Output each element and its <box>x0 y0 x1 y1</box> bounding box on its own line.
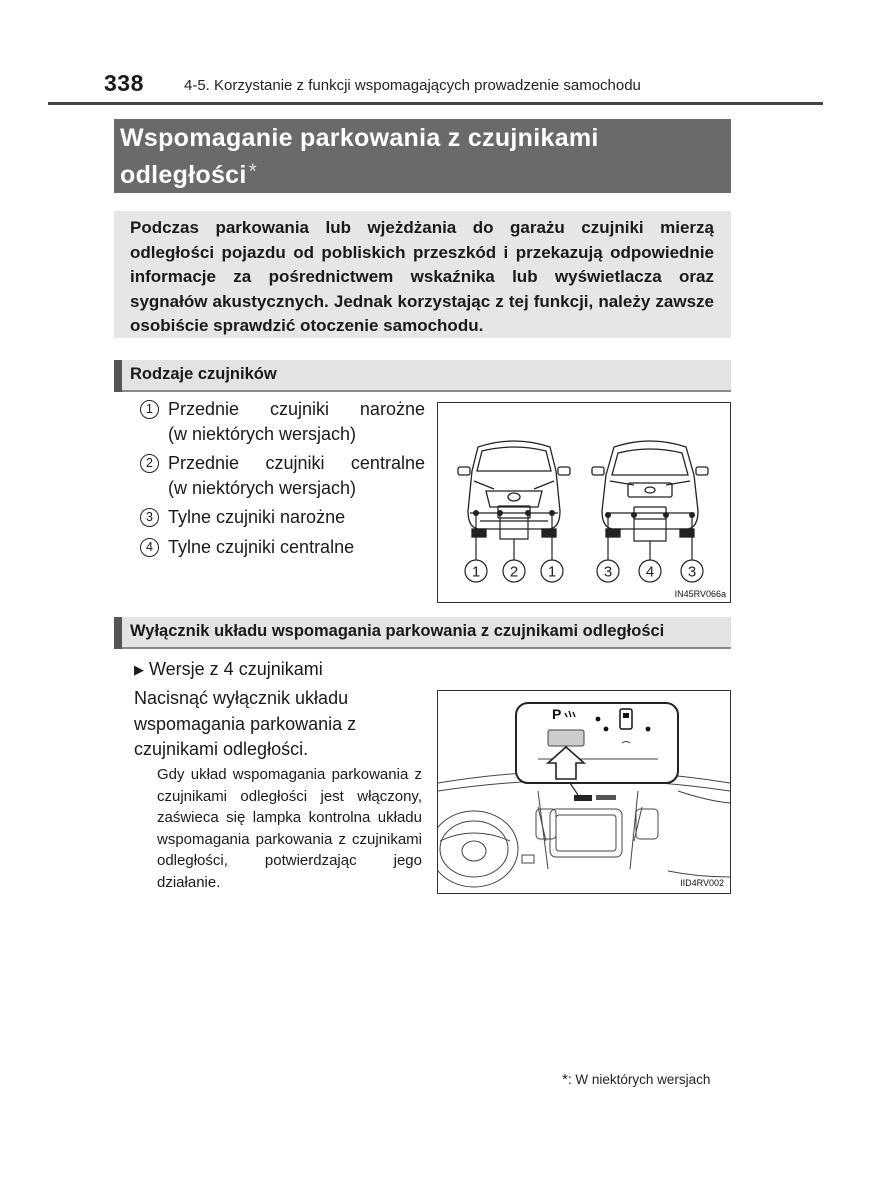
list-item-word: narożne <box>359 399 425 419</box>
sensor-location-figure <box>437 402 731 603</box>
number-circle: 1 <box>140 400 159 419</box>
list-item <box>140 397 425 446</box>
indicator-dot <box>604 727 609 732</box>
subheading-switch <box>114 617 731 649</box>
intro-text: Podczas parkowania lub wjeżdżania do garażu czujniki mierzą odległości pojazdu od pobliskich przeszkód i przekazują odpowiednie informacje za pośrednictwem wskaźnika lub wyświetlacza oraz sygnałów akustycznych. Jednak korzystając z tej funkcji, należy zawsze osobiście sprawdzić otoczenie samochodu. <box>130 218 714 335</box>
header-rule <box>48 102 823 105</box>
switch-location-illustration <box>438 691 730 893</box>
callout-label: 3 <box>687 563 697 581</box>
list-item-text: Tylne czujniki narożne <box>168 507 346 527</box>
parking-sensor-indicator-label: P <box>552 706 562 722</box>
list-item <box>140 451 425 500</box>
subheading-sensor-types <box>114 360 731 392</box>
callout-label: 3 <box>603 563 613 581</box>
number-circle: 2 <box>140 454 159 473</box>
subheading-text: Wyłącznik układu wspomagania parkowania z czujnikami odległości <box>130 622 665 640</box>
intro-box <box>114 211 731 338</box>
footnote-text: : W niektórych wersjach <box>567 1072 711 1087</box>
instruction-text: Nacisnąć wyłącznik układu wspomagania parkowania z czujnikami odległości. <box>134 688 357 759</box>
callout-label: 1 <box>471 563 481 581</box>
list-item-word: centralne <box>350 453 425 473</box>
list-item-note: (w niektórych wersjach) <box>168 423 357 444</box>
number-circle: 4 <box>140 538 159 557</box>
switch-location-figure <box>437 690 731 894</box>
switch-closeup-callout <box>516 703 678 795</box>
footnote-marker: * <box>562 1071 568 1088</box>
callout-label: 4 <box>645 563 655 581</box>
list-item-word: Przednie <box>168 453 240 473</box>
front-car-illustration <box>458 441 570 537</box>
section-title <box>120 122 720 192</box>
figure-code: IID4RV002 <box>680 878 724 888</box>
callout-label: 1 <box>547 563 557 581</box>
variant-text: Wersje z 4 czujnikami <box>149 659 323 679</box>
title-footnote-marker: * <box>248 160 258 183</box>
indicator-dot <box>646 727 651 732</box>
footnote <box>562 1071 710 1088</box>
figure-code: IN45RV066a <box>674 589 726 599</box>
triangle-bullet-icon: ▶ <box>134 662 144 677</box>
subheading-accent-bar <box>114 360 122 392</box>
subheading-text: Rodzaje czujników <box>130 365 277 383</box>
indicator-dot <box>596 717 601 722</box>
sensor-type-list <box>140 397 425 564</box>
list-item-text: Tylne czujniki centralne <box>168 536 355 557</box>
rear-car-illustration <box>592 441 708 537</box>
number-circle: 3 <box>140 508 159 527</box>
list-item-word: czujniki <box>269 399 329 419</box>
sensor-location-illustration <box>438 403 730 602</box>
dashboard-illustration <box>438 771 730 887</box>
note-text: Gdy układ wspomagania parkowania z czujnikami odległości jest włączony, zaświeca się lampka kontrolna układu wspomagania parkowania z czujnikami odległości, potwierdzając jego działanie. <box>157 766 422 891</box>
variant-line <box>134 659 323 680</box>
list-item-word: czujniki <box>265 453 325 473</box>
callout-label: 2 <box>509 563 519 581</box>
page-number: 338 <box>104 70 144 96</box>
list-item <box>140 535 425 560</box>
callout-circles <box>465 560 703 582</box>
title-line-2: odległości <box>120 161 247 189</box>
list-item-word: Przednie <box>168 399 240 419</box>
section-title-box <box>114 119 731 193</box>
subheading-accent-bar <box>114 617 122 649</box>
list-item <box>140 505 425 530</box>
list-item-note: (w niektórych wersjach) <box>168 477 357 498</box>
title-line-1: Wspomaganie parkowania z czujnikami <box>120 124 599 152</box>
section-path: 4-5. Korzystanie z funkcji wspomagających prowadzenie samochodu <box>184 77 641 94</box>
